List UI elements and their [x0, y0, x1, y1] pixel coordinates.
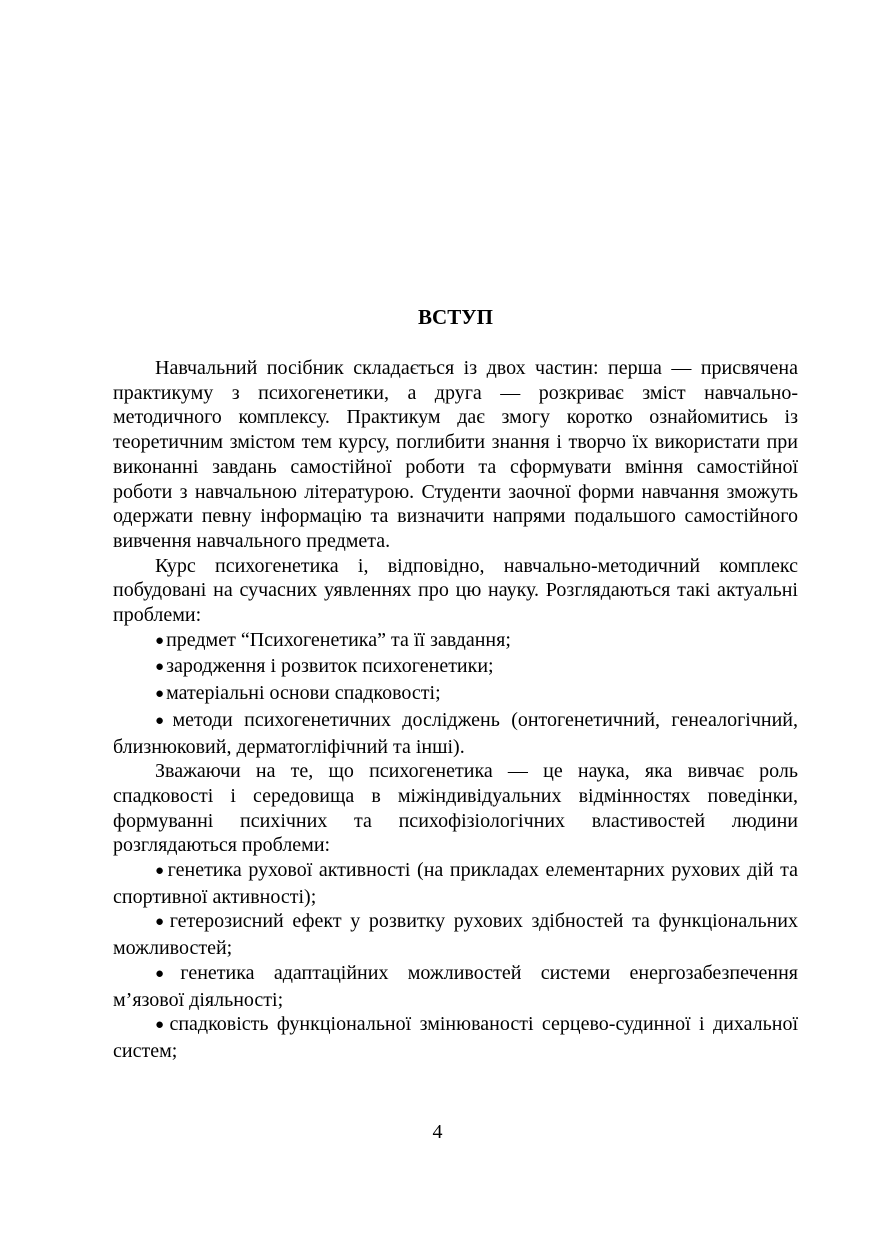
list-item-text: матеріальні основи спадковості;	[166, 682, 441, 705]
page-number: 4	[432, 1121, 443, 1143]
bullet-icon: ●	[155, 712, 171, 729]
list-item-text: зародження і розвиток психогенетики;	[166, 655, 494, 678]
list-item	[113, 961, 798, 1012]
list-item-text: гетерозисний ефект у розвитку рухових здібностей та функціональних можливостей;	[113, 910, 798, 960]
bullet-list-problems	[113, 628, 798, 760]
intro-paragraph-1: Навчальний посібник складається із двох частин: перша — присвячена практикуму з психогенетики, а друга — розкриває зміст навчально-методичного комплексу. Практикум дає змогу коротко ознайомитись із теоретичним змістом тем курсу, поглибити знання і творчо їх використати при виконанні завдань самостійної роботи та сформувати вміння самостійної роботи з навчальною літературою. Студенти заочної форми навчання зможуть одержати певну інформацію та визначити напрями подальшого самостійного вивчення навчального предмета.	[113, 357, 798, 552]
list-item	[113, 909, 798, 960]
middle-paragraph: Зважаючи на те, що психогенетика — це наука, яка вивчає роль спадковості і середовища в міжіндивідуальних відмінностях поведінки, формуванні психічних та психофізіологічних властивостей людини розглядаються проблеми:	[113, 760, 798, 857]
list-item	[113, 681, 798, 708]
intro-paragraph-2: Курс психогенетика і, відповідно, навчально-методичний комплекс побудовані на сучасних уявленнях про цю науку. Розглядаються такі актуальні проблеми:	[113, 554, 798, 627]
list-item-text: генетика адаптаційних можливостей системи енергозабезпечення м’язової діяльності;	[113, 961, 799, 1011]
bullet-icon: ●	[155, 863, 166, 880]
bullet-icon: ●	[155, 686, 165, 703]
bullet-icon: ●	[155, 632, 165, 649]
bullet-icon: ●	[155, 1017, 168, 1034]
list-item-text: методи психогенетичних досліджень (онтогенетичний, генеалогічний, близнюковий, дерматогліфічний та інші).	[113, 708, 799, 758]
list-item-text: предмет “Психогенетика” та її завдання;	[166, 628, 511, 651]
bullet-icon: ●	[155, 965, 179, 982]
list-item	[113, 628, 798, 655]
section-heading: ВСТУП	[418, 305, 493, 329]
bullet-icon: ●	[155, 659, 165, 676]
list-item	[113, 1012, 798, 1063]
list-item-text: генетика рухової активності (на прикладах елементарних рухових дій та спортивної активності);	[113, 859, 798, 908]
bullet-list-problems-2	[113, 858, 798, 1064]
list-item	[113, 708, 798, 759]
bullet-icon: ●	[155, 914, 168, 931]
list-item	[113, 654, 798, 681]
list-item-text: спадковість функціональної змінюваності серцево-судинної і дихальної систем;	[113, 1013, 799, 1062]
list-item	[113, 858, 798, 909]
page-body	[113, 304, 798, 1064]
